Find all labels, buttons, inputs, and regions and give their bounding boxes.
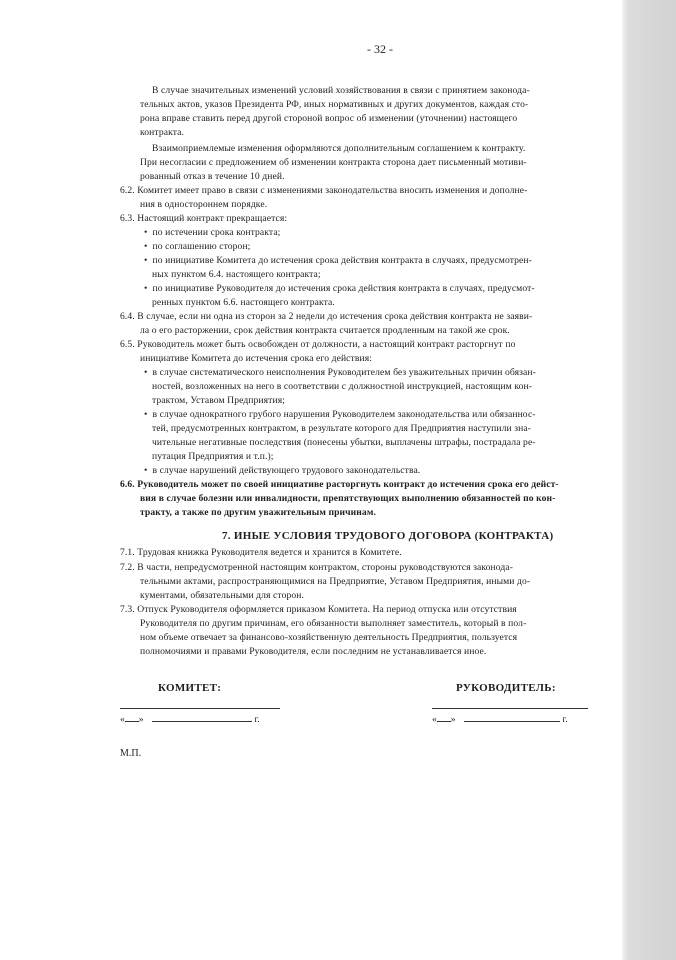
list-item: • в случае систематического неисполнения Руководителем без уважительных причин обязан- <box>144 366 536 379</box>
list-item: • по соглашению сторон; <box>144 240 250 253</box>
list-item: • по инициативе Комитета до истечения срока действия контракта в случаях, предусмотрен- <box>144 254 532 267</box>
text-line: путация Предприятия и т.п.); <box>152 451 274 462</box>
text-line: тракту, а также по другим уважительным причинам. <box>140 507 376 518</box>
text-line: Руководителя по другим причинам, его обязанности выполняет заместитель, который в пол- <box>140 618 527 629</box>
rukovoditel-date-line <box>432 712 568 725</box>
text-line: ностей, возложенных на него в соответствии с должностной инструкцией, настоящим кон- <box>152 381 533 392</box>
komitet-signature-line <box>120 708 280 709</box>
list-item: • в случае однократного грубого нарушения Руководителем законодательства или обязаннос- <box>144 408 536 421</box>
year-suffix: г. <box>562 714 568 725</box>
item-7-3: 7.3. Отпуск Руководителя оформляется приказом Комитета. На период отпуска или отсутствия <box>120 604 517 615</box>
day-blank <box>437 712 451 722</box>
text-line: Взаимоприемлемые изменения оформляются дополнительным соглашением к контракту. <box>152 143 526 154</box>
quote-close: » <box>138 714 144 725</box>
section-7-title: 7. ИНЫЕ УСЛОВИЯ ТРУДОВОГО ДОГОВОРА (КОНТРАКТА) <box>222 530 554 542</box>
text-line: рованный отказ в течение 10 дней. <box>140 171 285 182</box>
year-suffix: г. <box>254 714 260 725</box>
text-line: ренных пунктом 6.6. настоящего контракта. <box>152 297 335 308</box>
day-blank <box>125 712 139 722</box>
page-number: - 32 - <box>367 42 393 56</box>
text-line: инициативе Комитета до истечения срока его действия: <box>140 353 372 364</box>
text-line: тей, предусмотренных контрактом, в результате которого для Предприятия наступили зна- <box>152 423 531 434</box>
komitet-date-line <box>120 712 260 725</box>
komitet-signature-label: КОМИТЕТ: <box>158 682 222 694</box>
list-item: • в случае нарушений действующего трудового законодательства. <box>144 464 420 477</box>
text-line: чительные негативные последствия (понесены убытки, выплачены штрафы, пострадала ре- <box>152 437 536 448</box>
text-line: полномочиями и правами Руководителя, если последним не устанавливается иное. <box>140 646 487 657</box>
scan-edge-shadow <box>622 0 676 960</box>
text-line: ла о его расторжении, срок действия контракта считается продленным на такой же срок. <box>140 325 510 336</box>
text-line: кументами, обязательными для сторон. <box>140 590 305 601</box>
month-blank <box>152 712 252 722</box>
text-line: ном объеме отвечает за финансово-хозяйственную деятельность Предприятия, пользуется <box>140 632 518 643</box>
item-7-2: 7.2. В части, непредусмотренной настоящим контрактом, стороны руководствуются законода- <box>120 562 514 573</box>
item-6-5: 6.5. Руководитель может быть освобожден от должности, а настоящий контракт расторгнут по <box>120 339 516 350</box>
stamp-place-label: М.П. <box>120 748 142 759</box>
item-6-3: 6.3. Настоящий контракт прекращается: <box>120 213 288 224</box>
list-item: • по инициативе Руководителя до истечения срока действия контракта в случаях, предусмот- <box>144 282 535 295</box>
item-6-4: 6.4. В случае, если ни одна из сторон за 2 недели до истечения срока действия контракта не заяви- <box>120 311 533 322</box>
rukovoditel-signature-line <box>432 708 588 709</box>
quote-close: » <box>450 714 456 725</box>
text-line: ния в одностороннем порядке. <box>140 199 268 210</box>
quote-open: « <box>120 714 125 725</box>
text-line: рона вправе ставить перед другой стороной вопрос об изменении (уточнении) настоящего <box>140 113 518 124</box>
quote-open: « <box>432 714 437 725</box>
text-line: В случае значительных изменений условий хозяйствования в связи с принятием законода- <box>152 85 530 96</box>
text-line: ных пунктом 6.4. настоящего контракта; <box>152 269 321 280</box>
text-line: трактом, Уставом Предприятия; <box>152 395 285 406</box>
item-6-2: 6.2. Комитет имеет право в связи с изменениями законодательства вносить изменения и дополне- <box>120 185 528 196</box>
text-line: тельных актов, указов Президента РФ, иных нормативных и других документов, каждая сто- <box>140 99 529 110</box>
list-item: • по истечении срока контракта; <box>144 226 280 239</box>
text-line: контракта. <box>140 127 184 138</box>
month-blank <box>464 712 560 722</box>
item-6-6: 6.6. Руководитель может по своей инициативе расторгнуть контракт до истечения срока его дейст- <box>120 479 559 490</box>
rukovoditel-signature-label: РУКОВОДИТЕЛЬ: <box>456 682 556 694</box>
item-7-1: 7.1. Трудовая книжка Руководителя ведется и хранится в Комитете. <box>120 547 402 558</box>
text-line: вия в случае болезни или инвалидности, препятствующих выполнению обязанностей по кон- <box>140 493 556 504</box>
text-line: тельными актами, распространяющимися на Предприятие, Уставом Предприятия, иными до- <box>140 576 531 587</box>
text-line: При несогласии с предложением об изменении контракта сторона дает письменный мотиви- <box>140 157 527 168</box>
